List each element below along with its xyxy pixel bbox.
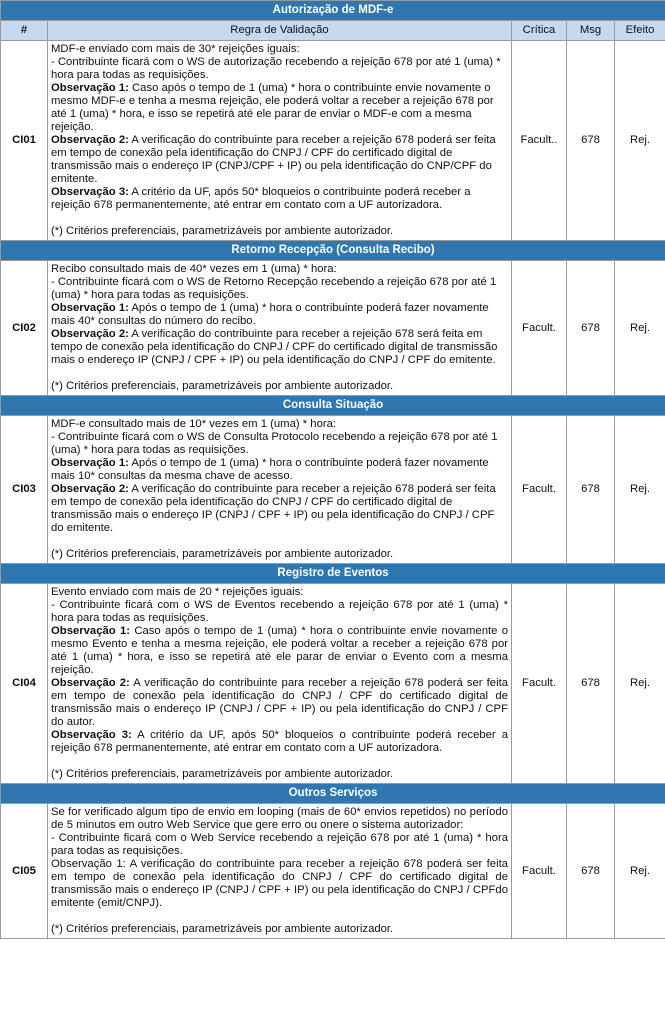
rule-efeito: Rej. [615,804,665,939]
rule-msg: 678 [567,261,615,396]
section-header-row [1,564,665,584]
observation-label: Observação 2: [51,677,130,689]
footnote: (*) Critérios preferenciais, parametrizáveis por ambiente autorizador. [51,225,394,237]
footnote: (*) Critérios preferenciais, parametrizáveis por ambiente autorizador. [51,548,394,560]
rule-critica: Facult. [512,804,567,939]
spacer [51,910,508,923]
rule-text: Após o tempo de 1 (uma) * hora o contribuinte poderá fazer novamente mais 40* consultas do número do recibo. [51,302,489,327]
observation-label: Observação 3: [51,729,132,741]
rule-msg: 678 [567,416,615,564]
rule-text: - Contribuinte ficará com o WS de Eventos recebendo a rejeição 678 por até 1 (uma) * hora para todas as requisições. [51,599,508,624]
rule-paragraph [51,418,508,431]
rule-row [1,41,665,241]
rule-text: - Contribuinte ficará com o Web Service recebendo a rejeição 678 por até 1 (uma) * hora para todas as requisições. [51,832,508,857]
rule-text: Evento enviado com mais de 20 * rejeições iguais: [51,586,304,598]
spacer [51,367,508,380]
rule-paragraph [51,263,508,276]
rule-critica: Facult. [512,584,567,784]
rule-text: A verificação do contribuinte para receber a rejeição 678 poderá ser feita em tempo de conexão pela identificação do CNPJ / CPF do certificado digital de transmissão mais o endereço IP (CNPJ/CPF + IP) ou pela identificação do CNP/CPF do emitente. [51,134,496,185]
rule-paragraph [51,302,508,328]
rule-text: - Contribuinte ficará com o WS de autorização recebendo a rejeição 678 por até 1 (uma) * hora para todas as requisições. [51,56,501,81]
rule-id: CI04 [1,584,48,784]
rule-efeito: Rej. [615,261,665,396]
rule-text: - Contribuinte ficará com o WS de Consulta Protocolo recebendo a rejeição 678 por até 1 (uma) * hora para todas as requisições. [51,431,498,456]
observation-label: Observação 1: [51,82,129,94]
rule-efeito: Rej. [615,584,665,784]
footnote: (*) Critérios preferenciais, parametrizáveis por ambiente autorizador. [51,380,394,392]
rule-text-cell [48,584,512,784]
observation-label: Observação 1: [51,302,129,314]
rule-text-cell [48,41,512,241]
rule-paragraph [51,625,508,677]
spacer [51,755,508,768]
rule-paragraph [51,276,508,302]
column-header-row [1,21,665,41]
column-header-num: # [1,21,48,41]
rule-paragraph [51,82,508,134]
observation-label: Observação 1: [51,457,129,469]
section-title: Outros Serviços [1,784,665,804]
rule-id: CI03 [1,416,48,564]
column-header-critica: Crítica [512,21,567,41]
section-header-row [1,1,665,21]
rule-text: MDF-e enviado com mais de 30* rejeições iguais: [51,43,300,55]
rule-paragraph [51,858,508,910]
observation-label: Observação 2: [51,134,129,146]
section-title: Consulta Situação [1,396,665,416]
rule-text: A verificação do contribuinte para receber a rejeição 678 será feita em tempo de conexão pela identificação do CNPJ / CPF do certificado digital de transmissão mais o endereço IP (CNPJ / CPF + IP) ou pela identificação do CNPJ / CPF do emitente. [51,328,498,366]
column-header-rule: Regra de Validação [48,21,512,41]
spacer [51,535,508,548]
rule-paragraph [51,483,508,535]
rule-paragraph [51,729,508,755]
rule-id: CI02 [1,261,48,396]
observation-label: Observação 2: [51,328,129,340]
rule-text: Observação 1: A verificação do contribuinte para receber a rejeição 678 poderá ser feita em tempo de conexão pela identificação do CNPJ / CPF do certificado digital de transmissão mais o endereço IP (CNPJ / CPF + IP) ou pela identificação do CNPJ / CPFdo emitente (emit/CNPJ). [51,858,508,909]
rule-text-cell [48,804,512,939]
rule-msg: 678 [567,41,615,241]
rule-critica: Facult.. [512,41,567,241]
rule-paragraph [51,677,508,729]
rule-text: Caso após o tempo de 1 (uma) * hora o contribuinte envie novamente o mesmo MDF-e e tenha a mesma rejeição, ele poderá voltar a receber a rejeição 678 por até 1 (uma) * hora, e isso se repetirá até ele parar de enviar o MDF-e com a mesma rejeição. [51,82,494,133]
observation-label: Observação 1: [51,625,131,637]
rule-paragraph [51,134,508,186]
rule-text: MDF-e consultado mais de 10* vezes em 1 (uma) * hora: [51,418,337,430]
spacer [51,212,508,225]
rule-text: A critério da UF, após 50* bloqueios o contribuinte poderá receber a rejeição 678 permanentemente, até entrar em contato com a UF autorizadora. [51,729,508,754]
rule-text: A verificação do contribuinte para receber a rejeição 678 poderá ser feita em tempo de conexão pela identificação do CNPJ / CPF do certificado digital de transmissão mais o endereço IP (CNPJ / CPF + IP) ou pela identificação do CNPJ / CPF do autor. [51,677,508,728]
rule-row [1,416,665,564]
column-header-msg: Msg [567,21,615,41]
rule-text: Se for verificado algum tipo de envio em looping (mais de 60* envios repetidos) no período de 5 minutos em outro Web Service que gere erro ou onere o sistema autorizador: [51,806,508,831]
rule-critica: Facult. [512,261,567,396]
rule-paragraph [51,457,508,483]
section-header-row [1,396,665,416]
rule-text: Após o tempo de 1 (uma) * hora o contribuinte poderá fazer novamente mais 10* consultas da mesma chave de acesso. [51,457,489,482]
footnote: (*) Critérios preferenciais, parametrizáveis por ambiente autorizador. [51,923,394,935]
section-title: Retorno Recepção (Consulta Recibo) [1,241,665,261]
observation-label: Observação 2: [51,483,129,495]
rule-text: - Contribuinte ficará com o WS de Retorno Recepção recebendo a rejeição 678 por até 1 (uma) * hora para todas as requisições. [51,276,497,301]
rule-text: A critério da UF, após 50* bloqueios o contribuinte poderá receber a rejeição 678 permanentemente, até entrar em contato com a UF autorizadora. [51,186,471,211]
rule-paragraph [51,328,508,367]
rule-row [1,804,665,939]
rule-text: A verificação do contribuinte para receber a rejeição 678 poderá ser feita em tempo de conexão pela identificação do CNPJ / CPF do certificado digital de transmissão mais o endereço IP (CNPJ / CPF + IP) ou pela identificação do CNPJ / CPF do emitente. [51,483,496,534]
rule-paragraph [51,431,508,457]
rule-paragraph [51,586,508,599]
rule-row [1,584,665,784]
rule-text-cell [48,416,512,564]
rule-msg: 678 [567,804,615,939]
rule-msg: 678 [567,584,615,784]
rule-id: CI05 [1,804,48,939]
rule-paragraph [51,806,508,832]
rule-text-cell [48,261,512,396]
rule-paragraph [51,832,508,858]
rule-text: Caso após o tempo de 1 (uma) * hora o contribuinte envie novamente o mesmo Evento e tenha a mesma rejeição, ele poderá voltar a receber a rejeição 678 por até 1 (uma) * hora, e isso se repetirá até ele parar de enviar o Evento com a mesma rejeição. [51,625,508,676]
rule-efeito: Rej. [615,41,665,241]
rule-row [1,261,665,396]
rule-paragraph [51,43,508,56]
rule-efeito: Rej. [615,416,665,564]
footnote: (*) Critérios preferenciais, parametrizáveis por ambiente autorizador. [51,768,394,780]
rule-paragraph [51,599,508,625]
rule-paragraph [51,186,508,212]
section-title: Registro de Eventos [1,564,665,584]
column-header-efeito: Efeito [615,21,665,41]
section-header-row [1,784,665,804]
rule-text: Recibo consultado mais de 40* vezes em 1 (uma) * hora: [51,263,337,275]
rule-critica: Facult. [512,416,567,564]
rule-id: CI01 [1,41,48,241]
observation-label: Observação 3: [51,186,129,198]
section-title: Autorização de MDF-e [1,1,665,21]
rule-paragraph [51,56,508,82]
section-header-row [1,241,665,261]
